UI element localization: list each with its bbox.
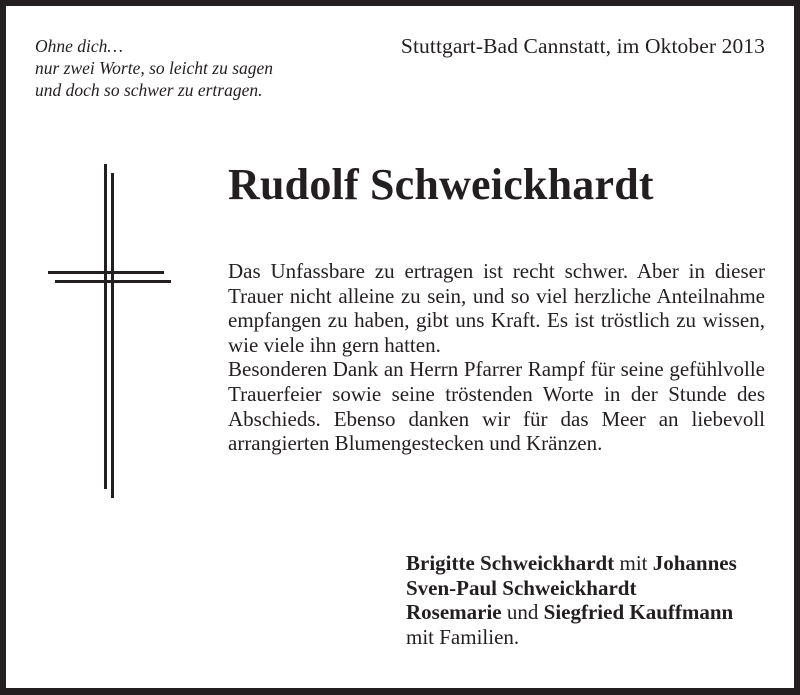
connector: und [501,600,544,625]
motto-line: und doch so schwer zu ertragen. [35,80,263,100]
cross-horizontal-bar-bottom [55,280,171,283]
place-and-date: Stuttgart-Bad Cannstatt, im Oktober 2013 [400,34,765,58]
signer-name: Johannes [652,551,737,575]
signer-line [406,551,737,576]
cross-vertical-bar-left [104,164,107,489]
cross-horizontal-bar-top [48,271,164,274]
motto-line: Ohne dich… [35,36,123,56]
paragraph: Das Unfassbare zu ertragen ist recht schwer. Aber in dieser Trauer nicht alleine zu sein, und so viel herzliche Anteilnahme empfangen zu haben, gibt uns Kraft. Es ist tröstlich zu wissen, wie viele ihn gern hatten. [228,259,765,357]
cross-vertical-bar-right [111,173,114,498]
paragraph: Besonderen Dank an Herrn Pfarrer Rampf für seine gefühlvolle Trauerfeier sowie seine tröstenden Worte in der Stunde des Abschieds. Ebenso danken wir für das Meer an liebevoll arrangierten Blumengestecken und Kränzen. [228,357,765,456]
thank-you-text [228,259,765,456]
signer-name: Rosemarie [406,600,502,625]
signer-name: Siegfried Kauffmann [543,600,734,625]
signers [406,551,737,649]
cross-icon [6,6,206,526]
signer-line [406,600,737,625]
deceased-name: Rudolf Schweickhardt [228,160,654,209]
signer-name: Brigitte Schweickhardt [406,551,615,575]
signer-name: Sven-Paul Schweickhardt [406,575,637,600]
motto-line: nur zwei Worte, so leicht zu sagen [35,58,274,78]
obituary-notice [6,6,794,688]
signer-line: mit Familien. [406,624,520,649]
signer-line [406,576,737,601]
connector: mit [614,551,653,575]
